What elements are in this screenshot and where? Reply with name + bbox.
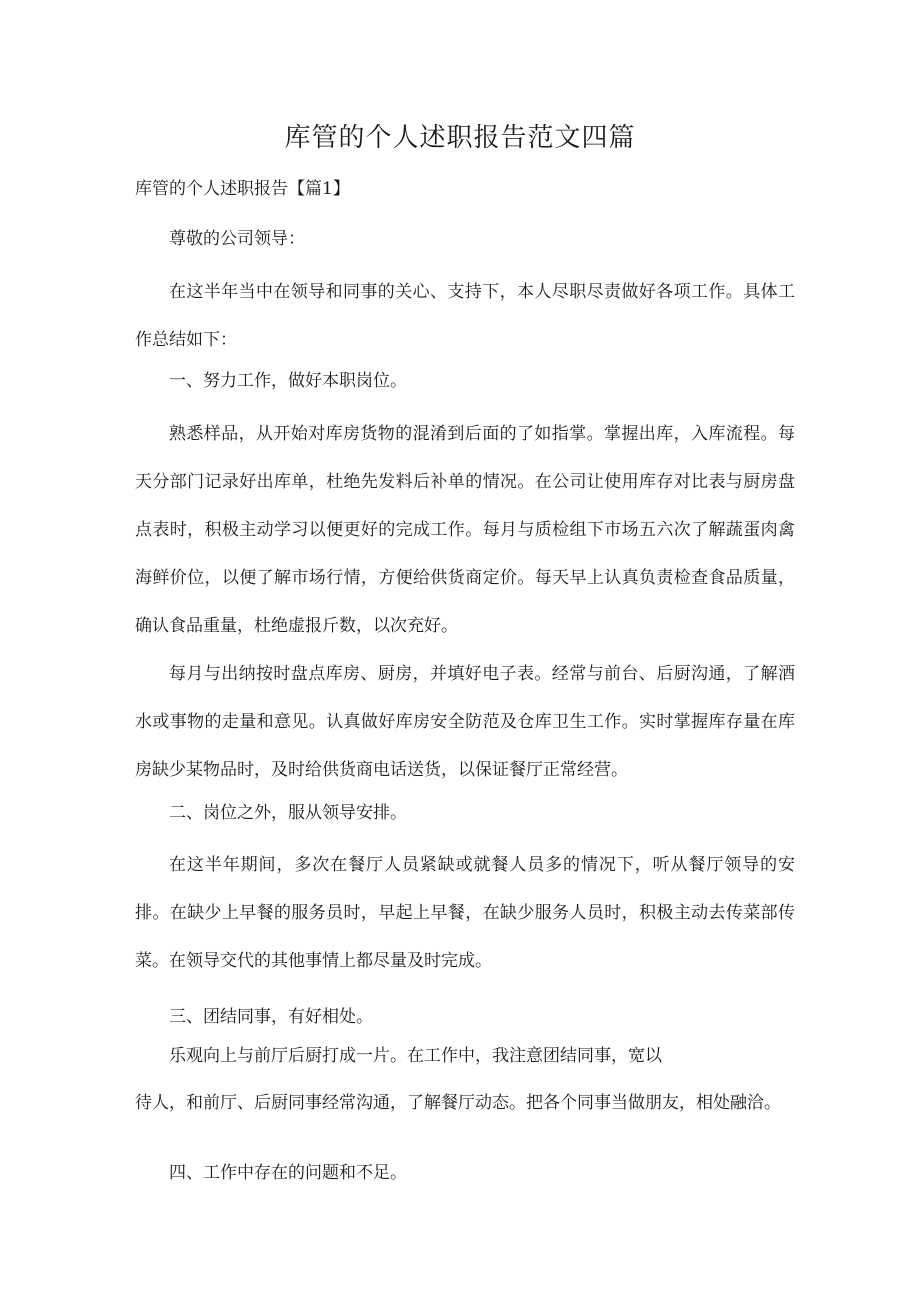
heading-two: 二、岗位之外，服从领导安排。 [169, 803, 407, 823]
paragraph-one-a: 熟悉样品，从开始对库房货物的混淆到后面的了如指掌。掌握出库，入库流程。每天分部门记录好出库单，杜绝先发料后补单的情况。在公司让使用库存对比表与厨房盘点表时，积极主动学习以便更好的完成工作。每月与质检组下市场五六次了解蔬蛋肉禽海鲜价位，以便了解市场行情，方便给供货商定价。每天早上认真负责检查食品质量，确认食品重量，杜绝虚报斤数，以次充好。 [135, 424, 795, 636]
heading-four: 四、工作中存在的问题和不足。 [169, 1163, 407, 1183]
heading-one: 一、努力工作，做好本职岗位。 [169, 371, 407, 391]
paragraph-three-line1: 乐观向上与前厅后厨打成一片。在工作中，我注意团结同事，宽以 [169, 1046, 662, 1066]
document-title: 库管的个人述职报告范文四篇 [284, 123, 636, 153]
section-title: 库管的个人述职报告【篇1】 [135, 179, 350, 199]
paragraph-three-line2: 待人，和前厅、后厨同事经常沟通，了解餐厅动态。把各个同事当做朋友，相处融洽。 [135, 1093, 781, 1113]
paragraph-two: 在这半年期间，多次在餐厅人员紧缺或就餐人员多的情况下，听从餐厅领导的安排。在缺少上早餐的服务员时，早起上早餐，在缺少服务人员时，积极主动去传菜部传菜。在领导交代的其他事情上都尽量及时完成。 [135, 855, 795, 971]
heading-three: 三、团结同事，有好相处。 [169, 1007, 373, 1027]
salutation: 尊敬的公司领导： [169, 229, 305, 249]
paragraph-intro: 在这半年当中在领导和同事的关心、支持下，本人尽职尽责做好各项工作。具体工作总结如下： [135, 282, 795, 350]
paragraph-one-b: 每月与出纳按时盘点库房、厨房，并填好电子表。经常与前台、后厨沟通，了解酒水或事物的走量和意见。认真做好库房安全防范及仓库卫生工作。实时掌握库存量在库房缺少某物品时，及时给供货商电话送货，以保证餐厅正常经营。 [135, 664, 795, 780]
